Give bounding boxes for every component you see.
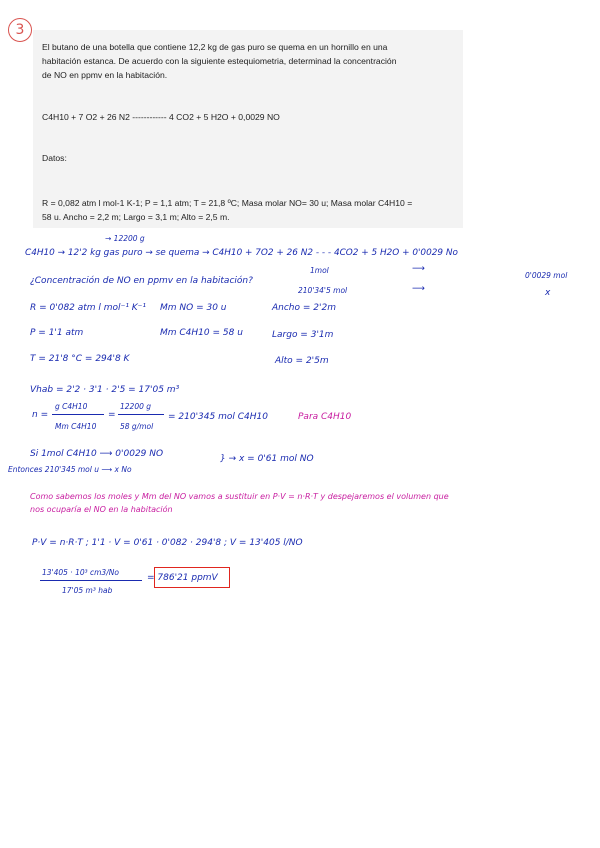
r-value: R = 0'082 atm l mol⁻¹ K⁻¹	[30, 303, 147, 313]
mm-c4h10: Mm C4H10 = 58 u	[160, 328, 243, 338]
fraction2-bar	[118, 414, 164, 415]
arrow-1: ⟶	[412, 264, 425, 274]
n-equals: n =	[32, 410, 49, 420]
fraction2-numerator: 12200 g	[120, 402, 152, 411]
grams-conversion-note: → 12200 g	[105, 234, 145, 243]
question-line: ¿Concentración de NO en ppmv en la habitación?	[30, 276, 253, 286]
datos-label: Datos:	[42, 153, 67, 163]
room-volume: Vhab = 2'2 · 3'1 · 2'5 = 17'05 m³	[30, 385, 180, 395]
datos-line-2: 58 u. Ancho = 2,2 m; Largo = 3,1 m; Alto = 2,5 m.	[42, 212, 230, 222]
moles-note: Para C4H10	[298, 412, 352, 422]
fraction1-denominator: Mm C4H10	[55, 422, 97, 431]
datos-line-1: R = 0,082 atm l mol-1 K-1; P = 1,1 atm; T = 21,8 ºC; Masa molar NO= 30 u; Masa molar C4H10 =	[42, 198, 413, 208]
final-answer-text: = 786'21 ppmV	[147, 573, 218, 583]
entonces-line: Entonces 210'345 mol u ⟶ x No	[8, 465, 132, 474]
ideal-gas-line: P·V = n·R·T ; 1'1 · V = 0'61 · 0'082 · 294'8 ; V = 13'405 l/NO	[32, 538, 303, 548]
p-value: P = 1'1 atm	[30, 328, 84, 338]
ancho-value: Ancho = 2'2m	[272, 303, 336, 313]
problem-number-badge: 3	[8, 18, 32, 42]
mol-value: 210'34'5 mol	[298, 286, 348, 295]
brace-result: } → x = 0'61 mol NO	[220, 454, 314, 464]
alto-value: Alto = 2'5m	[275, 356, 329, 366]
unknown-x: x	[545, 288, 551, 298]
handwritten-equation-line: C4H10 → 12'2 kg gas puro → se quema → C4H10 + 7O2 + 26 N2 - - - 4CO2 + 5 H2O + 0'0029 No	[25, 248, 458, 258]
si-line: Si 1mol C4H10 ⟶ 0'0029 NO	[30, 449, 164, 459]
equals-sign: =	[108, 410, 116, 420]
explanation-line-2: nos ocuparía el NO en la habitación	[30, 505, 173, 514]
fraction3-numerator: 13'405 · 10³ cm3/No	[42, 568, 119, 577]
explanation-line-1: Como sabemos los moles y Mm del NO vamos a sustituir en P·V = n·R·T y despejaremos el volumen que	[30, 492, 449, 501]
mm-no: Mm NO = 30 u	[160, 303, 227, 313]
problem-statement-box	[33, 30, 463, 228]
final-answer-box	[154, 567, 230, 588]
fraction1-numerator: g C4H10	[55, 402, 88, 411]
moles-result: = 210'345 mol C4H10	[168, 412, 268, 422]
ratio-value: 0'0029 mol	[525, 271, 568, 280]
one-mol-label: 1mol	[310, 266, 329, 275]
reaction-equation: C4H10 + 7 O2 + 26 N2 ------------ 4 CO2 + 5 H2O + 0,0029 NO	[42, 112, 280, 122]
problem-paragraph-line-3: de NO en ppmv en la habitación.	[42, 70, 168, 80]
arrow-2: ⟶	[412, 284, 425, 294]
problem-paragraph-line-1: El butano de una botella que contiene 12,2 kg de gas puro se quema en un hornillo en una	[42, 42, 388, 52]
fraction2-denominator: 58 g/mol	[120, 422, 154, 431]
t-value: T = 21'8 °C = 294'8 K	[30, 354, 130, 364]
fraction3-bar	[40, 580, 142, 581]
problem-paragraph-line-2: habitación estanca. De acuerdo con la siguiente estequiometria, determinad la concentración	[42, 56, 397, 66]
largo-value: Largo = 3'1m	[272, 330, 334, 340]
fraction3-denominator: 17'05 m³ hab	[62, 586, 113, 595]
fraction1-bar	[52, 414, 104, 415]
